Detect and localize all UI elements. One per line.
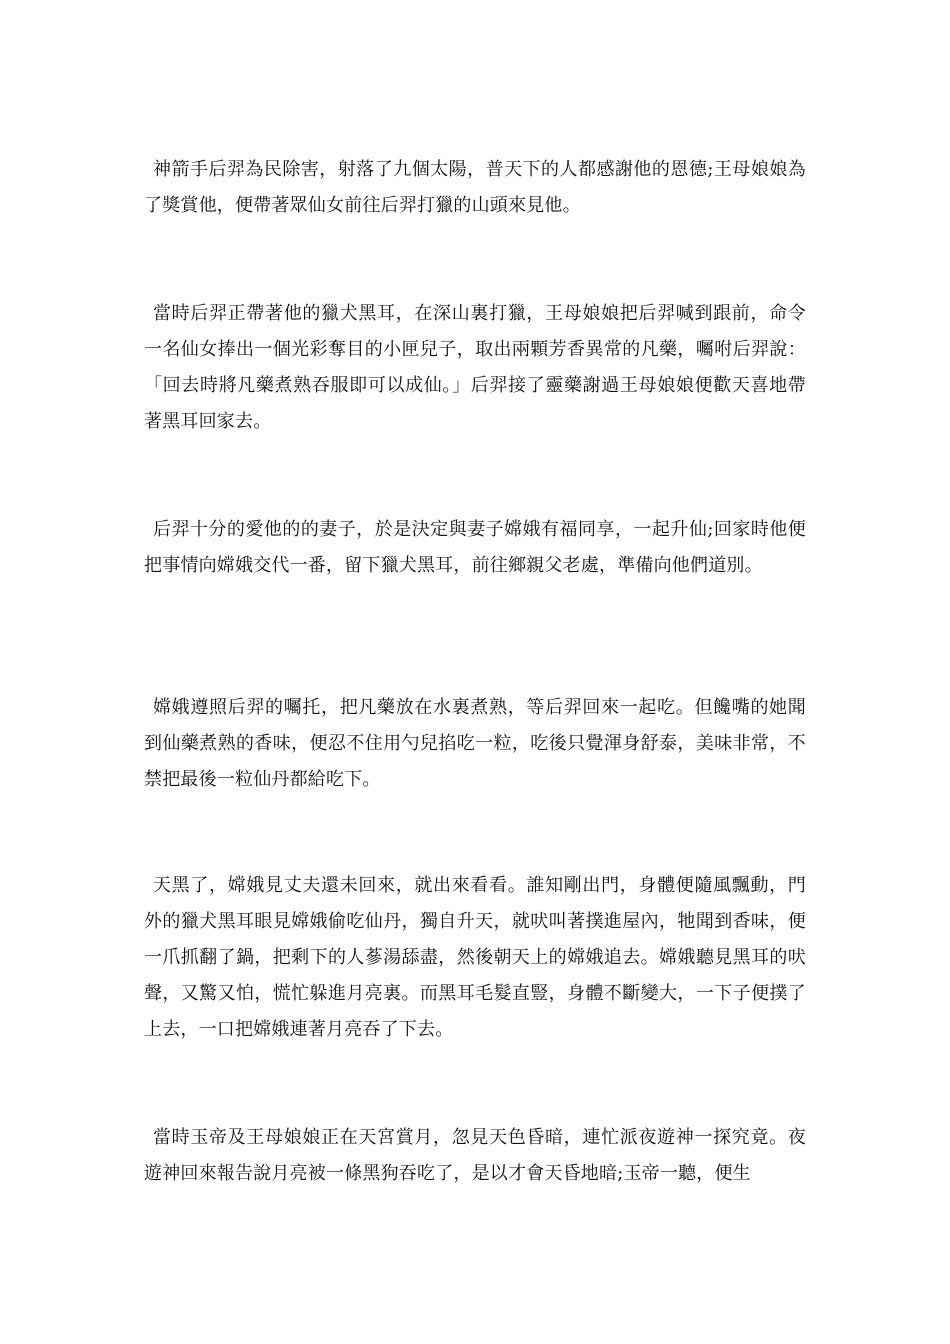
paragraph-5: 天黑了，嫦娥見丈夫還未回來，就出來看看。誰知剛出門，身體便隨風飄動，門外的獵犬黑耳眼見嫦娥偷吃仙丹，獨自升天，就吠叫著撲進屋內，牠聞到香味，便一爪抓翻了鍋，把剩下的人蔘湯舔盡，然後朝天上的嫦娥追去。嫦娥聽見黑耳的吠聲，又驚又怕，慌忙躲進月亮裏。而黑耳毛髮直豎，身體不斷變大，一下子便撲了上去，一口把嫦娥連著月亮吞了下去。 (144, 875, 806, 1040)
paragraph-3: 后羿十分的愛他的的妻子，於是決定與妻子嫦娥有福同享，一起升仙;回家時他便把事情向嫦娥交代一番，留下獵犬黑耳，前往鄉親父老處，準備向他們道別。 (144, 519, 806, 576)
paragraph-6: 當時玉帝及王母娘娘正在天宮賞月，忽見天色昏暗，連忙派夜遊神一探究竟。夜遊神回來報告說月亮被一條黑狗吞吃了，是以才會天昏地暗;玉帝一聽，便生 (144, 1127, 806, 1184)
paragraph-4: 嫦娥遵照后羿的囑托，把凡藥放在水裏煮熟，等后羿回來一起吃。但饞嘴的她聞到仙藥煮熟的香味，便忍不住用勺兒掐吃一粒，吃後只覺渾身舒泰，美味非常，不禁把最後一粒仙丹都給吃下。 (144, 697, 806, 790)
paragraph-2: 當時后羿正帶著他的獵犬黑耳，在深山裏打獵，王母娘娘把后羿喊到跟前，命令一名仙女捧出一個光彩奪目的小匣兒子，取出兩顆芳香異常的凡藥，囑咐后羿說：「回去時將凡藥煮熟吞服即可以成仙。」后羿接了靈藥謝過王母娘娘便歡天喜地帶著黑耳回家去。 (144, 303, 806, 432)
paragraph-1: 神箭手后羿為民除害，射落了九個太陽，普天下的人都感謝他的恩德;王母娘娘為了獎賞他，便帶著眾仙女前往后羿打獵的山頭來見他。 (144, 159, 806, 216)
